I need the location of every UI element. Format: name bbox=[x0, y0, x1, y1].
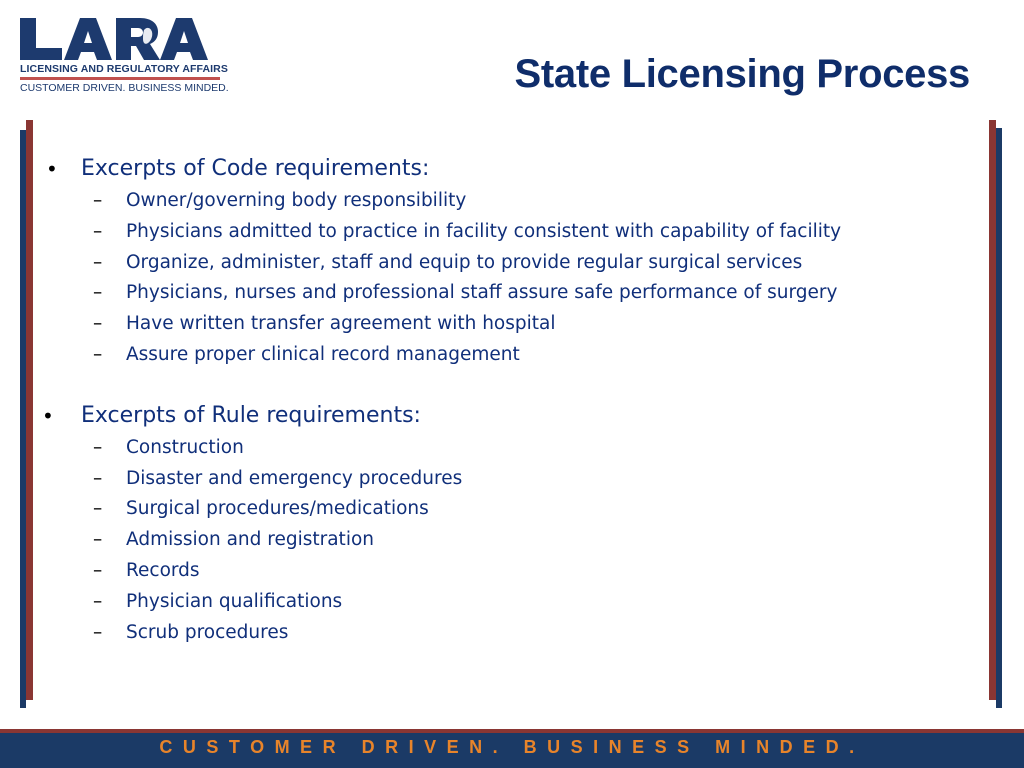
list-item-text: Owner/governing body responsibility bbox=[126, 190, 467, 211]
dash-icon: – bbox=[93, 467, 103, 489]
footer-tagline: CUSTOMER DRIVEN. BUSINESS MINDED. bbox=[159, 737, 865, 757]
list-item bbox=[40, 494, 980, 525]
list-item bbox=[40, 248, 980, 279]
left-accent-bar-red bbox=[26, 120, 33, 700]
list-item bbox=[40, 278, 980, 309]
dash-icon: – bbox=[93, 436, 103, 458]
list-item bbox=[40, 217, 980, 248]
list-item-text: Have written transfer agreement with hospital bbox=[126, 313, 556, 335]
dash-icon: – bbox=[93, 621, 103, 643]
lara-logo bbox=[18, 16, 229, 94]
list-item-text: Physicians, nurses and professional staff assure safe performance of surgery bbox=[126, 282, 838, 304]
list-item-text: Physicians admitted to practice in facility consistent with capability of facility bbox=[126, 220, 842, 242]
right-accent-bar-red bbox=[989, 120, 996, 700]
dash-icon: – bbox=[93, 282, 103, 304]
bullet-heading bbox=[40, 152, 980, 186]
list-item bbox=[40, 464, 980, 495]
rule-requirements-section bbox=[40, 399, 980, 649]
list-item-text: Scrub procedures bbox=[126, 621, 289, 643]
list-item bbox=[40, 525, 980, 556]
slide-content bbox=[40, 152, 980, 648]
slide-title: State Licensing Process bbox=[514, 52, 970, 96]
code-requirements-section bbox=[40, 152, 980, 371]
right-accent-bar-blue bbox=[996, 128, 1002, 708]
list-item bbox=[40, 186, 980, 217]
list-item-text: Organize, administer, staff and equip to provide regular surgical services bbox=[126, 251, 803, 273]
list-item bbox=[40, 309, 980, 340]
dash-icon: – bbox=[93, 190, 103, 211]
dash-icon: – bbox=[93, 498, 103, 520]
dash-icon: – bbox=[93, 590, 103, 612]
bullet-heading-text: Excerpts of Rule requirements: bbox=[81, 402, 421, 428]
list-item-text: Construction bbox=[126, 436, 244, 458]
logo-subtitle: LICENSING AND REGULATORY AFFAIRS bbox=[20, 63, 228, 75]
bullet-dot-icon: • bbox=[42, 403, 54, 428]
list-item bbox=[40, 618, 980, 649]
list-item-text: Assure proper clinical record management bbox=[126, 343, 520, 365]
list-item-text: Physician qualifications bbox=[126, 590, 343, 612]
bullet-heading-text: Excerpts of Code requirements: bbox=[81, 156, 430, 181]
dash-icon: – bbox=[93, 313, 103, 335]
bullet-dot-icon: • bbox=[46, 157, 58, 181]
logo-tagline: CUSTOMER DRIVEN. BUSINESS MINDED. bbox=[20, 82, 229, 94]
lara-wordmark-icon bbox=[18, 16, 223, 62]
list-item-text: Records bbox=[126, 559, 200, 581]
dash-icon: – bbox=[93, 220, 103, 242]
list-item bbox=[40, 340, 980, 371]
bullet-heading bbox=[40, 399, 980, 433]
rule-requirements-list bbox=[40, 433, 980, 649]
dash-icon: – bbox=[93, 251, 103, 273]
list-item-text: Surgical procedures/medications bbox=[126, 498, 429, 520]
dash-icon: – bbox=[93, 529, 103, 551]
list-item bbox=[40, 587, 980, 618]
logo-divider bbox=[20, 77, 220, 80]
list-item bbox=[40, 433, 980, 464]
dash-icon: – bbox=[93, 559, 103, 581]
code-requirements-list bbox=[40, 186, 980, 371]
dash-icon: – bbox=[93, 343, 103, 365]
list-item-text: Admission and registration bbox=[126, 529, 374, 551]
list-item-text: Disaster and emergency procedures bbox=[126, 467, 463, 489]
list-item bbox=[40, 556, 980, 587]
footer-bar bbox=[0, 733, 1024, 768]
